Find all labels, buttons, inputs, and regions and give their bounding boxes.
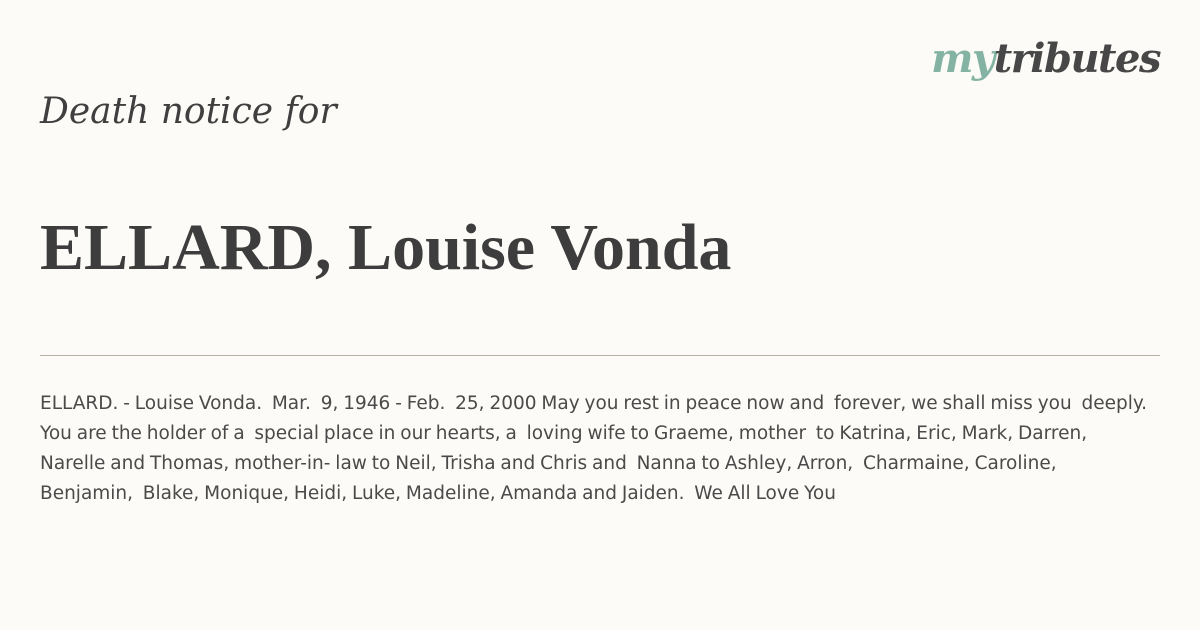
notice-text: ELLARD. - Louise Vonda. Mar. 9, 1946 - Feb. 25, 2000 May you rest in peace now and forever, we shall miss you deeply. You are the holder of a special place in our hearts, a loving wife to Graeme, mother to Katrina, Eric, Mark, Darren, Narelle and Thomas, mother-in- law to Neil, Trisha and Chris and Nanna to Ashley, Arron, Charmaine, Caroline, Benjamin, Blake, Monique, Heidi, Luke, Madeline, Amanda and Jaiden. We All Love You xyxy=(40,393,1157,504)
logo-my-text: my xyxy=(931,35,994,82)
deceased-name: ELLARD, Louise Vonda xyxy=(40,211,732,284)
notice-heading: Death notice for xyxy=(40,91,337,132)
logo-tributes-text: tributes xyxy=(993,35,1160,82)
mytributes-logo[interactable] xyxy=(931,34,1160,84)
divider xyxy=(40,355,1160,356)
